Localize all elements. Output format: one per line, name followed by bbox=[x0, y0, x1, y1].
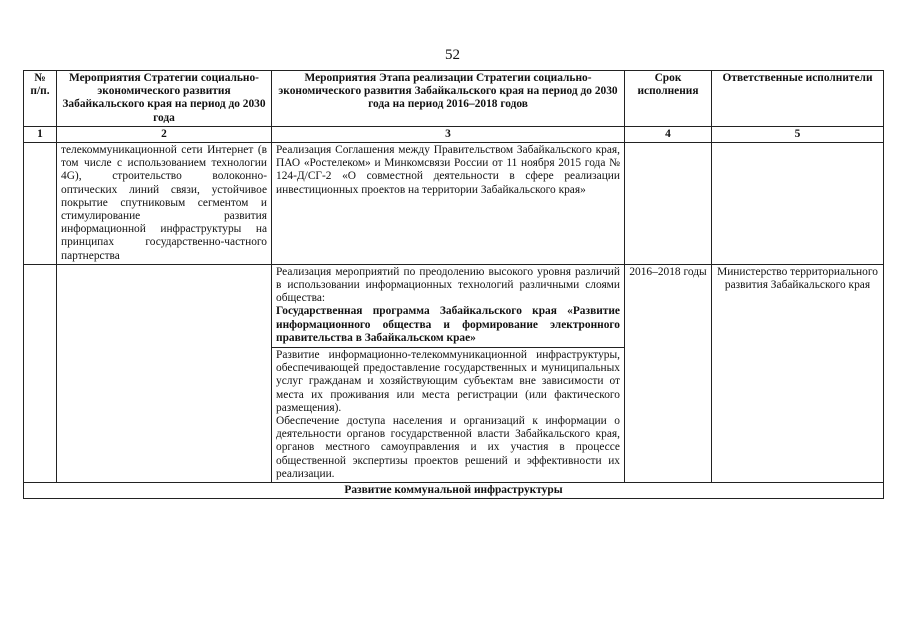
stage-measure-details bbox=[272, 347, 624, 481]
row-number bbox=[24, 264, 57, 482]
header-executors: Ответственные исполнители bbox=[712, 71, 884, 127]
stage-measure-paragraph: Развитие информационно-телекоммуникационной инфраструктуры, обеспечивающей предоставление государственных и муниципальных услуг гражданам и хозяйствующим субъектам вне зависимости от места их проживания или места регистрации (или фактического размещения). bbox=[276, 349, 620, 414]
section-title: Развитие коммунальной инфраструктуры bbox=[24, 483, 884, 499]
column-number-row bbox=[24, 126, 884, 142]
stage-measure-paragraph: Обеспечение доступа населения и организаций к информации о деятельности органов государственной власти Забайкальского края, органов местного самоуправления и их участия в процессе общественной экспертизы проектов решений и эффективности их реализации. bbox=[276, 415, 620, 480]
column-number: 2 bbox=[57, 126, 272, 142]
strategy-measure-cell bbox=[57, 264, 272, 482]
table-row bbox=[24, 264, 884, 482]
column-number: 3 bbox=[272, 126, 625, 142]
executors-cell bbox=[712, 143, 884, 265]
column-number: 1 bbox=[24, 126, 57, 142]
stage-measure-intro: Реализация мероприятий по преодолению высокого уровня различий в использовании информационных технологий различными слоями общества: bbox=[276, 265, 620, 305]
column-number: 4 bbox=[625, 126, 712, 142]
column-number: 5 bbox=[712, 126, 884, 142]
table-row bbox=[24, 143, 884, 265]
stage-measure-cell bbox=[272, 264, 625, 482]
state-program-title: Государственная программа Забайкальского края «Развитие информационного общества и формирование электронного правительства в Забайкальском крае» bbox=[276, 305, 620, 344]
page-number: 52 bbox=[445, 47, 460, 63]
row-number bbox=[24, 143, 57, 265]
term-cell: 2016–2018 годы bbox=[625, 264, 712, 482]
measures-table bbox=[23, 70, 884, 499]
header-strategy-measures: Мероприятия Стратегии социально-экономического развития Забайкальского края на период до 2030 года bbox=[57, 71, 272, 127]
stage-measure-cell: Реализация Соглашения между Правительством Забайкальского края, ПАО «Ростелеком» и Минкомсвязи России от 11 ноября 2015 года № 124-Д/СГ-2 «О совместной деятельности в сфере реализации инвестиционных проектов на территории Забайкальского края» bbox=[272, 143, 625, 265]
header-term: Срок исполнения bbox=[625, 71, 712, 127]
header-stage-measures: Мероприятия Этапа реализации Стратегии социально-экономического развития Забайкальского края на период до 2030 года на период 2016–2018 годов bbox=[272, 71, 625, 127]
executors-cell: Министерство территориального развития Забайкальского края bbox=[712, 264, 884, 482]
term-cell bbox=[625, 143, 712, 265]
table-header-row bbox=[24, 71, 884, 127]
section-heading-row bbox=[24, 483, 884, 499]
header-number: № п/п. bbox=[24, 71, 57, 127]
strategy-measure-cell: телекоммуникационной сети Интернет (в том числе с использованием технологии 4G), строительство волоконно-оптических линий связи, устойчивое покрытие спутниковым сегментом и стимулирование развития информационной инфраструктуры на принципах государственно-частного партнерства bbox=[57, 143, 272, 265]
